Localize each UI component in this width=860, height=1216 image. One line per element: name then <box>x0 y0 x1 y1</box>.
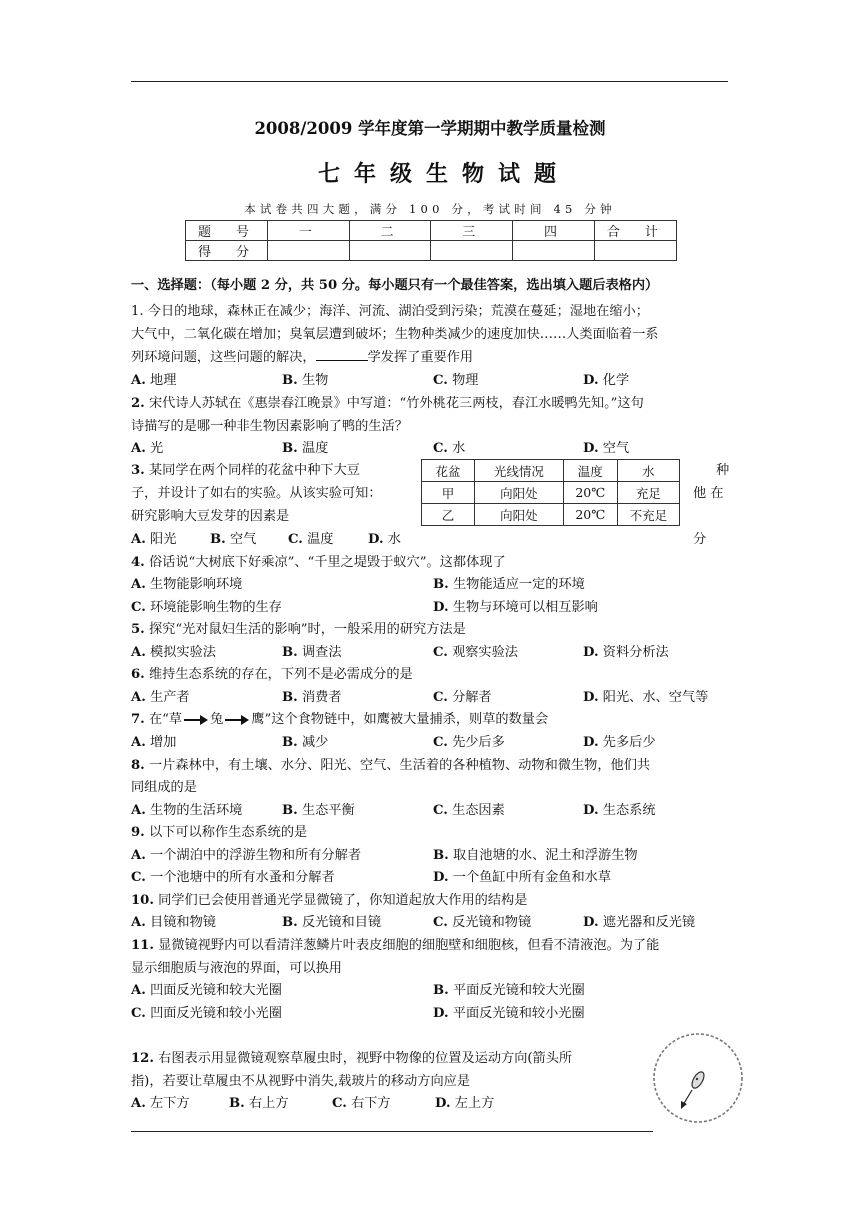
option[interactable]: B. 调查法 <box>282 645 342 660</box>
option[interactable]: A. 生物的生活环境 <box>131 803 243 818</box>
option[interactable]: D. 生物与环境可以相互影响 <box>433 600 598 615</box>
option[interactable]: D. 一个鱼缸中所有金鱼和水草 <box>433 870 612 885</box>
exp-cell: 甲 <box>422 482 475 504</box>
option[interactable]: A. 目镜和物镜 <box>131 915 216 930</box>
right-fragment: 分 <box>693 532 707 547</box>
option[interactable]: B. 减少 <box>282 735 329 750</box>
q1-text: 学发挥了重要作用 <box>367 350 474 365</box>
q2-line: 诗描写的是哪一种非生物因素影响了鸭的生活？ <box>131 419 408 434</box>
q4-line: 4. 俗话说“大树底下好乘凉”、“千里之堤毁于蚁穴”。这都体现了 <box>131 555 506 570</box>
right-fragment: 种 <box>716 463 730 478</box>
option[interactable]: C. 一个池塘中的所有水蚤和分解者 <box>131 870 335 885</box>
q12-line: 指)，若要让草履虫不从视野中消失,载玻片的移动方向应是 <box>131 1074 471 1089</box>
score-header: 四 <box>513 221 595 241</box>
option[interactable]: D. 平面反光镜和较小光圈 <box>433 1006 585 1021</box>
exp-header: 花盆 <box>422 460 475 482</box>
option[interactable]: A. 光 <box>131 441 164 456</box>
exp-cell: 乙 <box>422 504 475 526</box>
q3-line: 子，并设计了如右的实验。从该实验可知： <box>131 486 382 501</box>
section-heading: 一、选择题：（每小题 2 分，共 50 分。每小题只有一个最佳答案，选出填入题后表格内） <box>131 278 659 293</box>
option[interactable]: C. 物理 <box>433 373 479 388</box>
q8-line: 8. 一片森林中，有土壤、水分、阳光、空气、生活着的各种植物、动物和微生物，他们共 <box>131 758 651 773</box>
q6-line: 6. 维持生态系统的存在，下列不是必需成分的是 <box>131 667 413 682</box>
movement-arrow-icon <box>681 1090 692 1109</box>
exp-cell: 充足 <box>617 482 679 504</box>
arrow-right-icon <box>184 715 208 725</box>
option[interactable]: B. 生态平衡 <box>282 803 355 818</box>
option[interactable]: D. 阳光、水、空气等 <box>583 690 709 705</box>
option[interactable]: C. 先少后多 <box>433 735 505 750</box>
exp-header: 水 <box>617 460 679 482</box>
bottom-rule <box>131 1131 653 1132</box>
option[interactable]: A. 地理 <box>131 373 177 388</box>
option[interactable]: D. 化学 <box>583 373 630 388</box>
option[interactable]: A. 模拟实验法 <box>131 645 216 660</box>
option[interactable]: A. 一个湖泊中的浮游生物和所有分解者 <box>131 848 362 863</box>
exp-header: 温度 <box>563 460 617 482</box>
score-label: 得 分 <box>186 241 268 261</box>
answer-blank[interactable] <box>316 348 368 361</box>
exp-cell: 不充足 <box>617 504 679 526</box>
option[interactable]: D. 空气 <box>583 441 630 456</box>
option[interactable]: B. 取自池塘的水、泥土和浮游生物 <box>433 848 638 863</box>
option[interactable]: C. 凹面反光镜和较小光圈 <box>131 1006 282 1021</box>
option[interactable]: B. 消费者 <box>282 690 342 705</box>
q2-line: 2. 宋代诗人苏轼在《惠崇春江晚景》中写道：“竹外桃花三两枝，春江水暖鸭先知。”这句 <box>131 396 644 411</box>
experiment-table <box>421 459 680 526</box>
score-cell[interactable] <box>513 241 595 261</box>
q10-line: 10. 同学们已会使用普通光学显微镜了，你知道起放大作用的结构是 <box>131 893 528 908</box>
q3-line: 研究影响大豆发芽的因素是 <box>131 509 290 524</box>
option[interactable]: A. 生产者 <box>131 690 190 705</box>
right-fragment: 他 在 <box>693 486 724 501</box>
option[interactable]: C. 观察实验法 <box>433 645 518 660</box>
option[interactable]: B. 温度 <box>282 441 329 456</box>
q1-text: 列环境问题，这些问题的解决， <box>131 350 316 365</box>
score-header: 三 <box>431 221 513 241</box>
option[interactable]: A. 增加 <box>131 735 177 750</box>
option[interactable]: A. 左下方 <box>131 1096 190 1111</box>
q11-line: 显示细胞质与液泡的界面，可以换用 <box>131 961 342 976</box>
option[interactable]: C. 分解者 <box>433 690 492 705</box>
option[interactable]: C. 反光镜和物镜 <box>433 915 532 930</box>
q5-line: 5. 探究“光对鼠妇生活的影响”时，一般采用的研究方法是 <box>131 622 466 637</box>
exam-note: 本试卷共四大题，满分 100 分，考试时间 45 分钟 <box>244 202 616 216</box>
q1-line <box>131 348 473 367</box>
score-header: 题 号 <box>186 221 268 241</box>
score-cell[interactable] <box>594 241 676 261</box>
exp-cell: 向阳处 <box>475 482 564 504</box>
option[interactable]: C. 右下方 <box>332 1096 391 1111</box>
option[interactable]: B. 右上方 <box>229 1096 289 1111</box>
exp-header: 光线情况 <box>475 460 564 482</box>
q9-line: 9. 以下可以称作生态系统的是 <box>131 825 308 840</box>
q1-line: 1. 今日的地球，森林正在减少；海洋、河流、湖泊受到污染；荒漠在蔓延；湿地在缩小； <box>131 304 649 319</box>
exam-subtitle: 七年级生物试题 <box>317 161 570 187</box>
option[interactable]: C. 环境能影响生物的生存 <box>131 600 282 615</box>
exp-cell: 20℃ <box>563 482 617 504</box>
exp-cell: 向阳处 <box>475 504 564 526</box>
option[interactable]: A. 凹面反光镜和较大光圈 <box>131 983 282 998</box>
option[interactable]: B. 平面反光镜和较大光圈 <box>433 983 585 998</box>
q8-line: 同组成的是 <box>131 780 197 795</box>
option[interactable]: D. 左上方 <box>435 1096 495 1111</box>
option[interactable]: C. 生态因素 <box>433 803 505 818</box>
q12-line: 12. 右图表示用显微镜观察草履虫时，视野中物像的位置及运动方向(箭头所 <box>131 1051 573 1066</box>
exp-cell: 20℃ <box>563 504 617 526</box>
paramecium-icon <box>690 1070 707 1090</box>
score-cell[interactable] <box>268 241 350 261</box>
option[interactable]: C. 水 <box>433 441 466 456</box>
option[interactable]: A. 阳光 <box>131 532 177 547</box>
q1-line: 大气中，二氧化碳在增加；臭氧层遭到破坏；生物种类减少的速度加快……人类面临着一系 <box>131 327 659 342</box>
option[interactable]: D. 水 <box>368 532 401 547</box>
score-header: 一 <box>268 221 350 241</box>
q3-line: 3. 某同学在两个同样的花盆中种下大豆 <box>131 463 360 478</box>
score-header: 合 计 <box>594 221 676 241</box>
q11-line: 11. 显微镜视野内可以看清洋葱鳞片叶表皮细胞的细胞壁和细胞核，但看不清液泡。为了能 <box>131 938 660 953</box>
exam-title: 2008/2009 学年度第一学期期中教学质量检测 <box>254 119 606 138</box>
option[interactable]: D. 先多后少 <box>583 735 656 750</box>
option[interactable]: B. 生物 <box>282 373 329 388</box>
microscope-field-of-view <box>650 1030 746 1126</box>
arrow-right-icon <box>225 715 249 725</box>
option[interactable]: A. 生物能影响环境 <box>131 577 243 592</box>
score-cell[interactable] <box>349 241 431 261</box>
option[interactable]: D. 遮光器和反光镜 <box>583 915 696 930</box>
score-cell[interactable] <box>431 241 513 261</box>
option[interactable]: C. 温度 <box>288 532 334 547</box>
option[interactable]: B. 空气 <box>210 532 257 547</box>
top-rule <box>131 81 728 82</box>
score-table <box>185 220 677 261</box>
option[interactable]: B. 反光镜和目镜 <box>282 915 382 930</box>
option[interactable]: D. 资料分析法 <box>583 645 669 660</box>
option[interactable]: B. 生物能适应一定的环境 <box>433 577 585 592</box>
option[interactable]: D. 生态系统 <box>583 803 656 818</box>
score-header: 二 <box>349 221 431 241</box>
q7-line: 7. 在“草 兔 鹰”这个食物链中，如鹰被大量捕杀，则草的数量会 <box>131 712 549 727</box>
